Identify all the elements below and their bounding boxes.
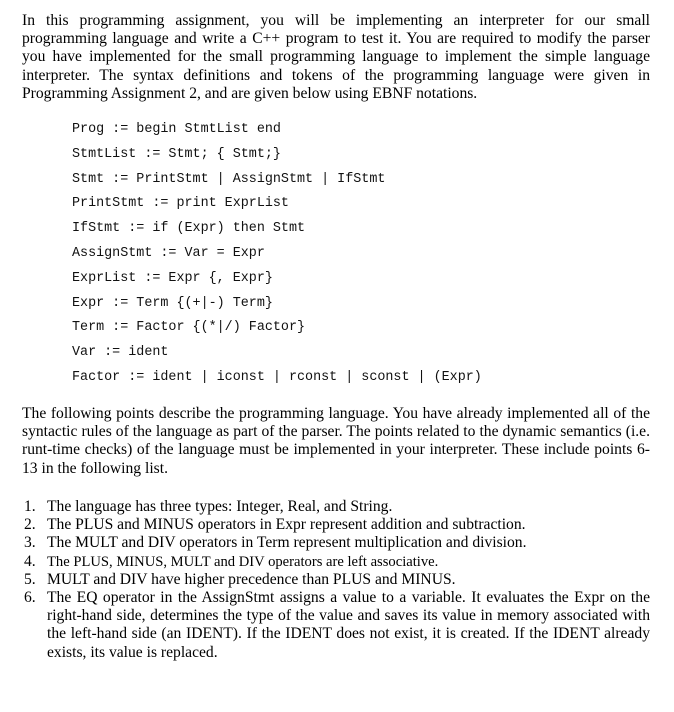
grammar-rule-exprlist: ExprList := Expr {, Expr} xyxy=(72,270,273,286)
list-item-text: MULT and DIV have higher precedence than PLUS and MINUS. xyxy=(47,570,456,588)
grammar-block xyxy=(72,118,482,391)
grammar-rule-var: Var := ident xyxy=(72,345,169,361)
list-item xyxy=(22,589,650,662)
list-item-number: 6. xyxy=(24,589,36,607)
list-item-text: The language has three types: Integer, Real, and String. xyxy=(47,498,393,515)
points-intro-paragraph: The following points describe the programming language. You have already implemented all of the syntactic rules of the language as part of the parser. The points related to the dynamic semantics (i.e. runt-time checks) of the language must be implemented in your interpreter. These include points 6-13 in the following list. xyxy=(22,405,650,477)
list-item xyxy=(22,553,650,571)
grammar-rule-stmtlist: StmtList := Stmt; { Stmt;} xyxy=(72,146,281,162)
intro-paragraph: In this programming assignment, you will be implementing an interpreter for our small programming language and write a C++ program to test it. You are required to modify the parser you have implemented for the small programming language to implement the simple language interpreter. The syntax definitions and tokens of the programming language were given in Programming Assignment 2, and are given below using EBNF notations. xyxy=(22,12,650,102)
list-item xyxy=(22,498,650,516)
list-item-number: 2. xyxy=(24,516,36,534)
grammar-rule-factor: Factor := ident | iconst | rconst | sconst | (Expr) xyxy=(72,369,482,385)
grammar-rule-prog: Prog := begin StmtList end xyxy=(72,122,281,137)
list-item-text: The EQ operator in the AssignStmt assigns a value to a variable. It evaluates the Expr on the right-hand side, determines the type of the value and saves its value in memory associated with the left-hand side (an IDENT). If the IDENT does not exist, it is created. If the IDENT already exists, its value is replaced. xyxy=(47,589,650,661)
list-item-text: The PLUS and MINUS operators in Expr represent addition and subtraction. xyxy=(47,516,526,534)
list-item-number: 4. xyxy=(24,552,36,570)
grammar-rule-assignstmt: AssignStmt := Var = Expr xyxy=(72,245,265,261)
grammar-rule-expr: Expr := Term {(+|-) Term} xyxy=(72,295,273,311)
list-item xyxy=(22,534,650,552)
list-item xyxy=(22,516,650,534)
list-item-number: 5. xyxy=(24,570,36,588)
grammar-rule-ifstmt: IfStmt := if (Expr) then Stmt xyxy=(72,221,306,237)
list-item-number: 1. xyxy=(24,498,36,515)
grammar-rule-printstmt: PrintStmt := print ExprList xyxy=(72,196,289,212)
list-item-text: The PLUS, MINUS, MULT and DIV operators are left associative. xyxy=(47,553,439,570)
list-item-number: 3. xyxy=(24,534,36,552)
list-item-text: The MULT and DIV operators in Term represent multiplication and division. xyxy=(47,534,527,552)
points-list xyxy=(22,498,650,662)
grammar-rule-term: Term := Factor {(*|/) Factor} xyxy=(72,320,306,336)
grammar-rule-stmt: Stmt := PrintStmt | AssignStmt | IfStmt xyxy=(72,171,386,187)
list-item xyxy=(22,571,650,589)
